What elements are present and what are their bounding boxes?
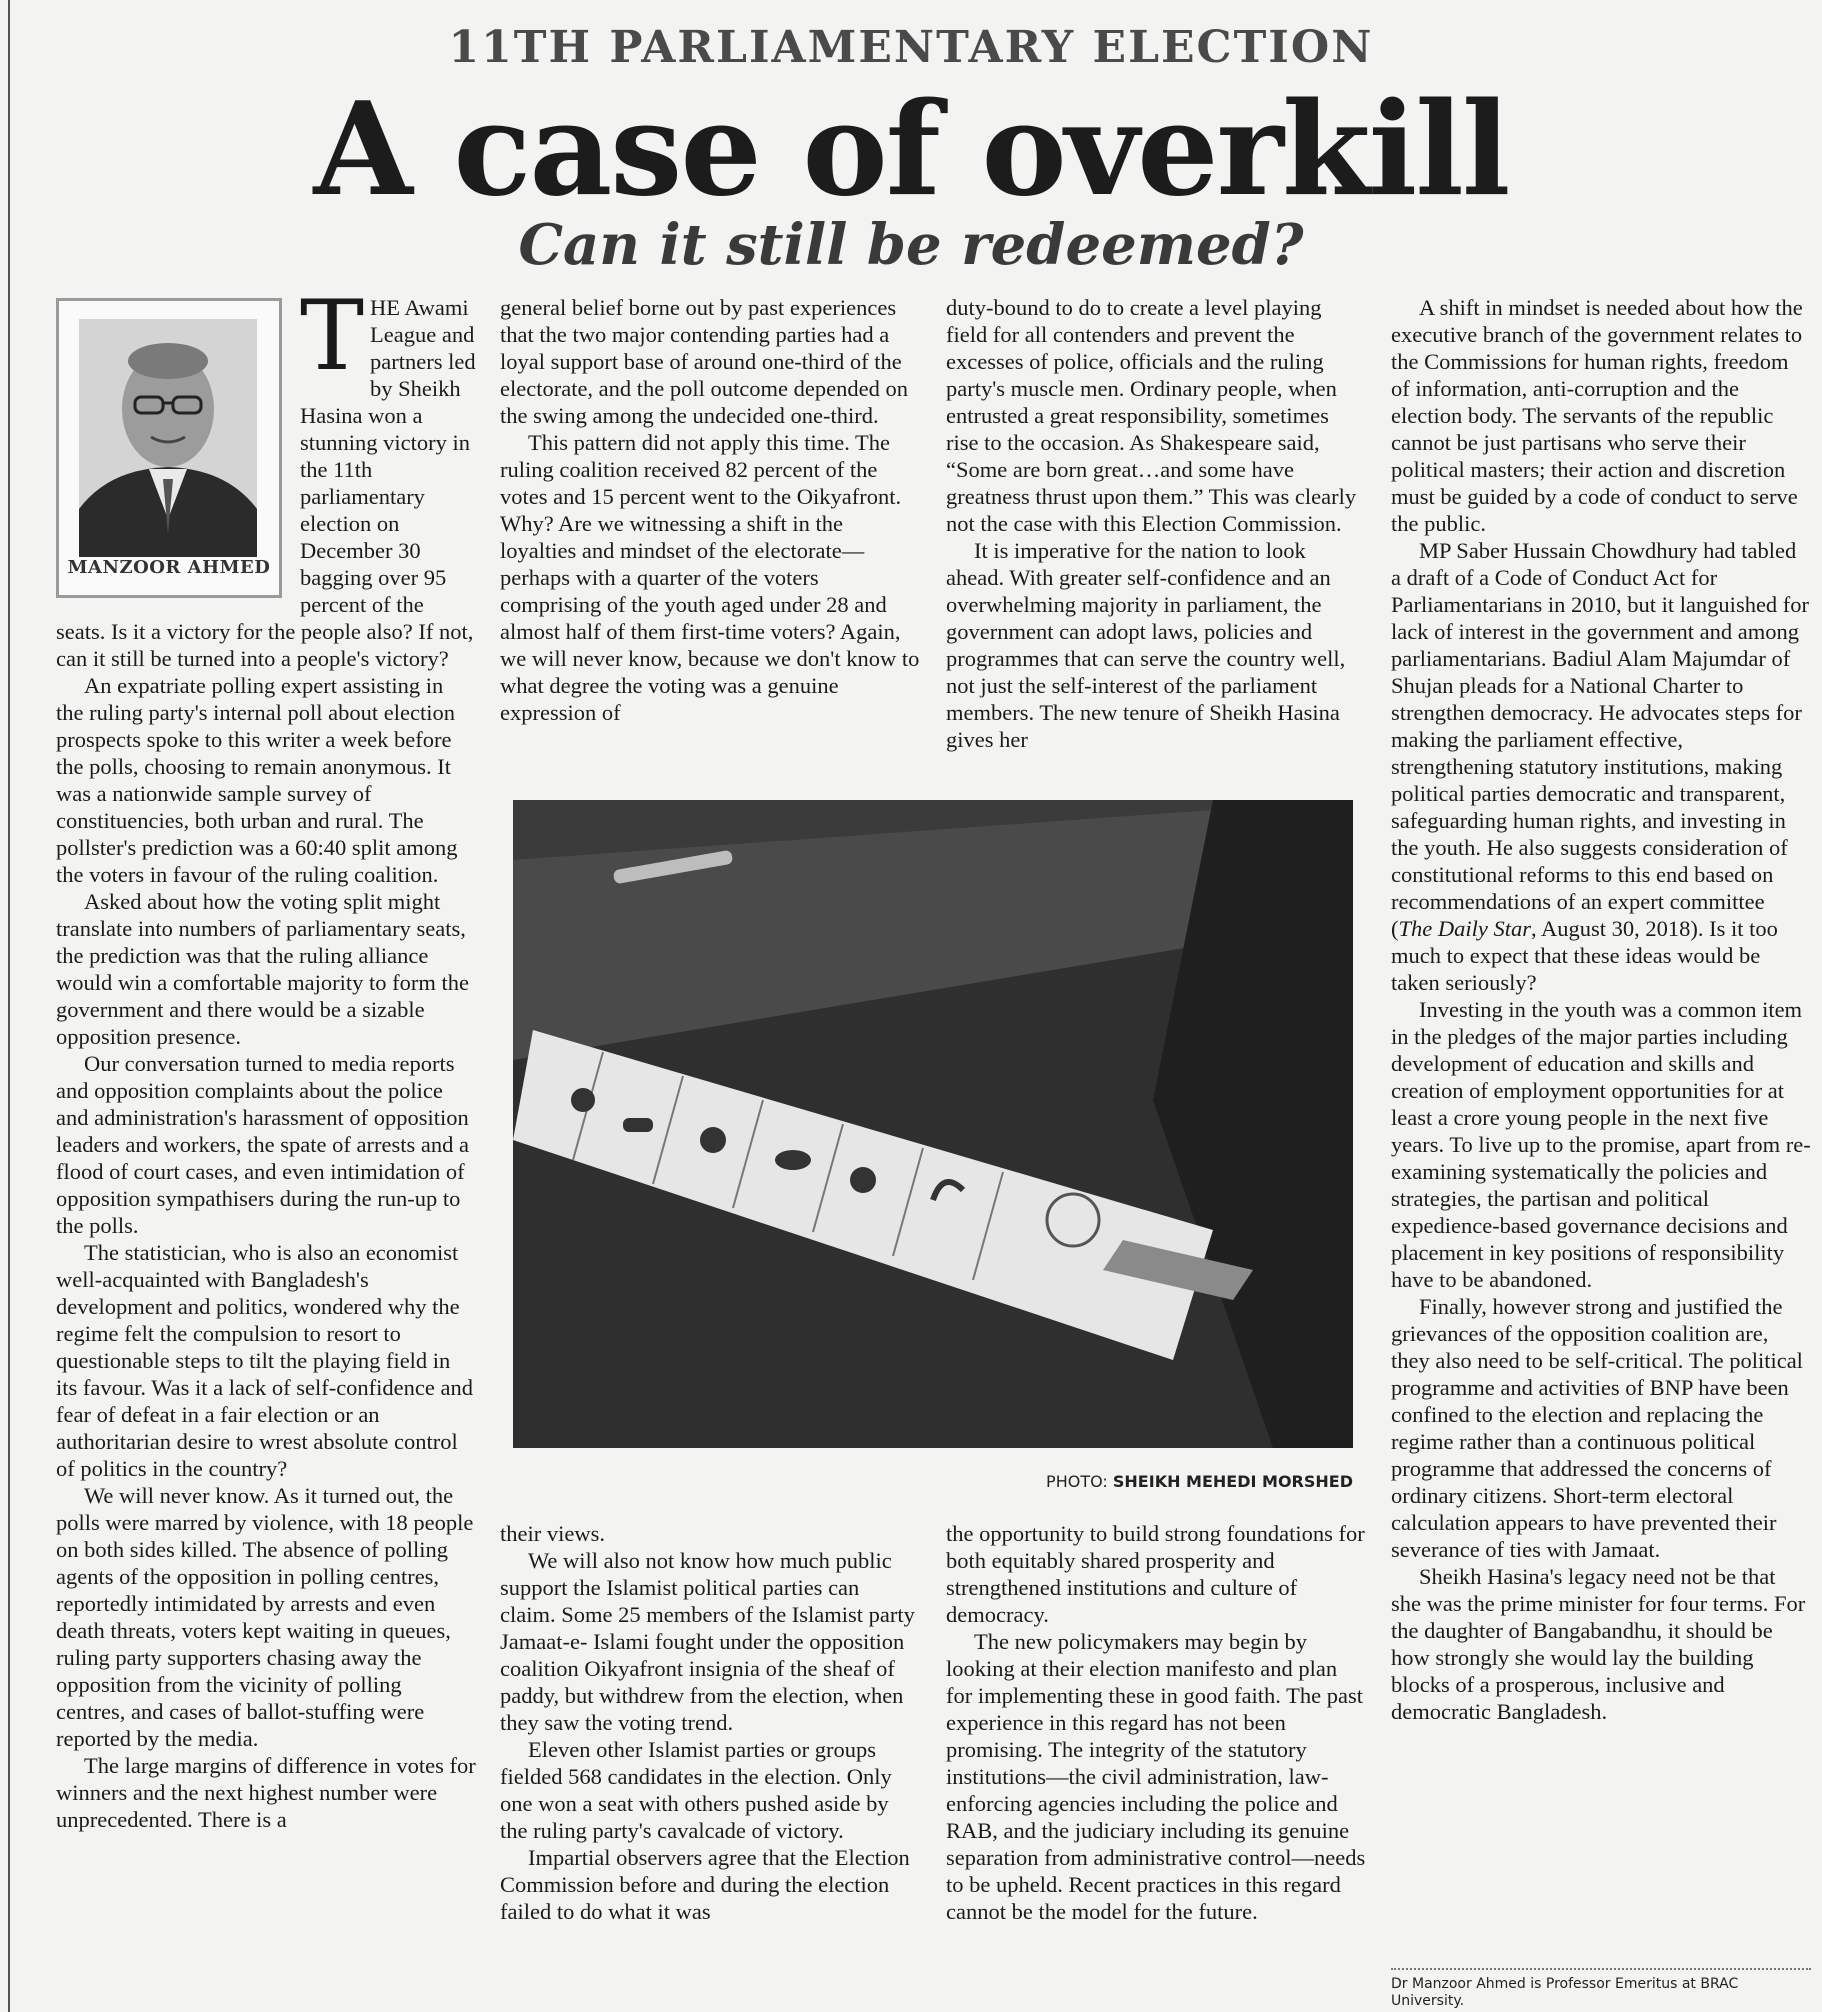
paragraph: A shift in mindset is needed about how the executive branch of the government relates to the Commissions for human rights, freedom of information, anti-corruption and the election body. The servants of the republic cannot be just partisans who serve their political masters; their action and discretion must be guided by a code of conduct to serve the public. <box>1391 295 1803 536</box>
paragraph: duty-bound to do to create a level playing field for all contenders and prevent the excesses of police, officials and the ruling party's muscle men. Ordinary people, when entrusted a great responsibility, sometimes rise to the occasion. As Shakespeare said, “Some are born great…and some have greatness thrust upon them.” This was clearly not the case with this Election Commission. <box>946 295 1357 536</box>
paragraph: Eleven other Islamist parties or groups fielded 568 candidates in the election. Only one won a seat with others pushed aside by the ruling party's cavalcade of victory. <box>500 1737 892 1843</box>
paragraph: Finally, however strong and justified the grievances of the opposition coalition are, they also need to be self-critical. The political programme and activities of BNP have been confined to the election and replacing the regime rather than a continuous political programme that addressed the concerns of ordinary citizens. Short-term electoral calculation appears to have prevented their severance of ties with Jamaat. <box>1391 1294 1803 1562</box>
column-2-bottom <box>500 1520 920 1925</box>
paragraph: We will also not know how much public support the Islamist political parties can claim. Some 25 members of the Islamist party Jamaat-e- Islami fought under the opposition coalition Oikyafront insignia of the sheaf of paddy, but withdrew from the election, when they saw the voting trend. <box>500 1548 915 1735</box>
column-3-top <box>946 294 1366 753</box>
paragraph: The new policymakers may begin by looking at their election manifesto and plan for implementing these in good faith. The past experience in this regard has not been promising. The integrity of the statutory institutions—the civil administration, law-enforcing agencies including the police and RAB, and the judiciary including its genuine separation from administrative control—needs to be upheld. Recent practices in this regard cannot be the model for the future. <box>946 1629 1366 1924</box>
paragraph: It is imperative for the nation to look ahead. With greater self-confidence and an overwhelming majority in parliament, the government can adopt laws, policies and programmes that can serve the country well, not just the self-interest of the parliament members. The new tenure of Sheikh Hasina gives her <box>946 538 1346 752</box>
column-4 <box>1391 294 1811 1725</box>
paragraph: Our conversation turned to media reports and opposition complaints about the police and administration's harassment of opposition leaders and workers, the spate of arrests and a flood of court cases, and even intimidation of opposition sympathisers during the run-up to the polls. <box>56 1051 469 1238</box>
author-footnote: Dr Manzoor Ahmed is Professor Emeritus at BRAC University. <box>1391 1976 1739 2009</box>
column-2-top <box>500 294 920 726</box>
paragraph: the opportunity to build strong foundations for both equitably shared prosperity and strengthened institutions and culture of democracy. <box>946 1521 1365 1627</box>
footnote-divider <box>1391 1968 1811 1970</box>
paragraph: The large margins of difference in votes for winners and the next highest number were unprecedented. There is a <box>56 1753 476 1832</box>
paragraph: Asked about how the voting split might translate into numbers of parliamentary seats, the prediction was that the ruling alliance would win a comfortable majority to form the government and there would be a sizable opposition presence. <box>56 889 470 1049</box>
headline: A case of overkill <box>313 75 1509 225</box>
paragraph: Impartial observers agree that the Election Commission before and during the election failed to do what it was <box>500 1845 910 1924</box>
paragraph: THE Awami League and partners led by Sheikh Hasina won a stunning victory in the 11th parliamentary election on December 30 bagging over 95 percent of the seats. Is it a victory for the people also? If not, can it still be turned into a people's victory? <box>56 280 476 671</box>
column-3-bottom <box>946 1520 1366 1925</box>
page-edge-rule <box>8 0 10 2012</box>
section-kicker: 11TH PARLIAMENTARY ELECTION <box>448 22 1374 73</box>
drop-cap: T <box>300 280 365 392</box>
author-name: MANZOOR AHMED <box>67 557 271 578</box>
photo-credit: PHOTO: SHEIKH MEHEDI MORSHED <box>1046 1472 1353 1491</box>
paragraph: An expatriate polling expert assisting in the ruling party's internal poll about election prospects spoke to this writer a week before the polls, choosing to remain anonymous. It was a nationwide sample survey of constituencies, both urban and rural. The pollster's prediction was a 60:40 split among the voters in favour of the ruling coalition. <box>56 673 458 887</box>
paragraph: Investing in the youth was a common item in the pledges of the major parties including development of education and skills and creation of employment opportunities for at least a crore young people in the next five years. To live up to the promise, apart from re-examining systematically the policies and strategies, the partisan and political expedience-based governance decisions and placement in key positions of responsibility have to be abandoned. <box>1391 997 1811 1292</box>
paragraph: their views. <box>500 1521 605 1546</box>
column-1 <box>56 280 476 1833</box>
author-photo <box>79 319 257 557</box>
paragraph: This pattern did not apply this time. The ruling coalition received 82 percent of the votes and 15 percent went to the Oikyafront. Why? Are we witnessing a shift in the loyalties and mindset of the electorate—perhaps with a quarter of the voters comprising of the youth aged under 28 and almost half of them first-time voters? Again, we will never know, because we don't know to what degree the voting was a genuine expression of <box>500 430 920 725</box>
ballot-paper-image <box>513 800 1353 1448</box>
paragraph: Sheikh Hasina's legacy need not be that she was the prime minister for four terms. For the daughter of Bangabandhu, it should be how strongly she would lay the building blocks of a prosperous, inclusive and democratic Bangladesh. <box>1391 1564 1806 1724</box>
author-box <box>56 298 282 598</box>
ballot-photo <box>513 800 1353 1448</box>
paragraph: We will never know. As it turned out, the polls were marred by violence, with 18 people on both sides killed. The absence of polling agents of the opposition in polling centres, reportedly intimidated by arrests and even death threats, voters kept waiting in queues, ruling party supporters chasing away the opposition from the vicinity of polling centres, and cases of ballot-stuffing were reported by the media. <box>56 1483 474 1751</box>
paragraph: general belief borne out by past experiences that the two major contending parties had a loyal support base of around one-third of the electorate, and the poll outcome depended on the swing among the undecided one-third. <box>500 295 908 428</box>
subheadline: Can it still be redeemed? <box>518 212 1304 278</box>
paragraph: The statistician, who is also an economist well-acquainted with Bangladesh's development and politics, wondered why the regime felt the compulsion to resort to questionable steps to tilt the playing field in its favour. Was it a lack of self-confidence and fear of defeat in a fair election or an authoritarian desire to wrest absolute control of politics in the country? <box>56 1240 473 1481</box>
author-portrait-image <box>79 319 257 557</box>
paragraph: MP Saber Hussain Chowdhury had tabled a draft of a Code of Conduct Act for Parliamentarians in 2010, but it languished for lack of interest in the government and among parliamentarians. Badiul Alam Majumdar of Shujan pleads for a National Charter to strengthen democracy. He advocates steps for making the parliament effective, strengthening statutory institutions, making political parties democratic and transparent, safeguarding human rights, and investing in the youth. He also suggests consideration of constitutional reforms to this end based on recommendations of an expert committee (The Daily Star, August 30, 2018). Is it too much to expect that these ideas would be taken seriously? <box>1391 538 1810 995</box>
publication-name: The Daily Star <box>1398 916 1531 941</box>
